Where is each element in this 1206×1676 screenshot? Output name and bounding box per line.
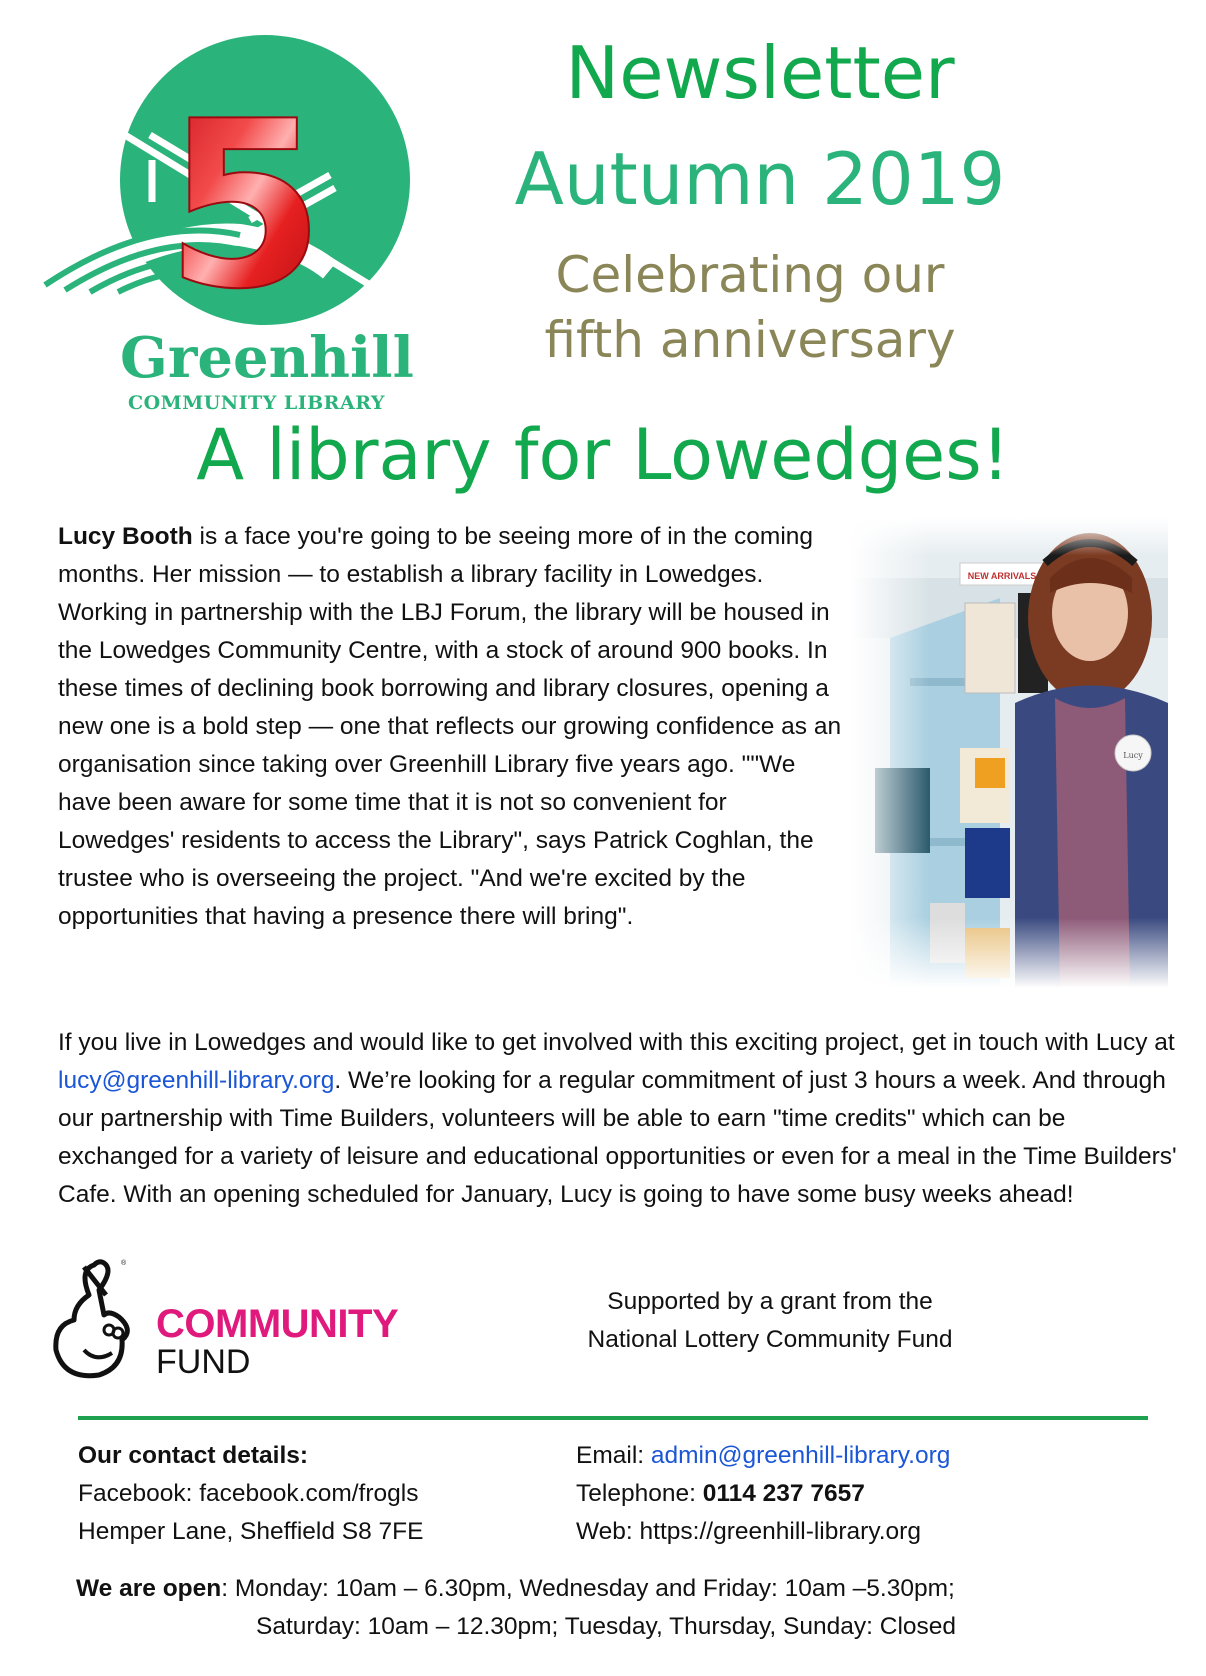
logo-name: Greenhill xyxy=(120,325,414,391)
grant-support-text: Supported by a grant from the National Lottery Community Fund xyxy=(587,1288,953,1353)
opening-hours xyxy=(76,1570,1186,1646)
web-line: Web: https://greenhill-library.org xyxy=(576,1518,921,1545)
telephone-line: Telephone: 0114 237 7657 xyxy=(576,1480,865,1507)
svg-text:5: 5 xyxy=(164,73,326,330)
community-fund-word-fund: FUND xyxy=(156,1343,251,1381)
address-line: Hemper Lane, Sheffield S8 7FE xyxy=(78,1518,424,1545)
email-line: Email: admin@greenhill-library.org xyxy=(576,1442,951,1469)
opening-hours-line-1: : Monday: 10am – 6.30pm, Wednesday and Friday: 10am –5.30pm; xyxy=(221,1575,955,1602)
website-link[interactable]: https://greenhill-library.org xyxy=(639,1518,921,1545)
admin-email-link[interactable]: admin@greenhill-library.org xyxy=(650,1442,951,1469)
opening-hours-line-2: Saturday: 10am – 12.30pm; Tuesday, Thursday, Sunday: Closed xyxy=(256,1613,957,1640)
contact-details-left xyxy=(78,1437,558,1551)
svg-text:®: ® xyxy=(121,1260,127,1267)
facebook-line: Facebook: facebook.com/frogls xyxy=(78,1480,419,1507)
newsletter-season: Autumn 2019 xyxy=(514,137,1006,221)
greenhill-logo xyxy=(40,30,430,414)
tagline-line-1: Celebrating our xyxy=(555,246,945,304)
article-headline: A library for Lowedges! xyxy=(196,414,1010,496)
community-fund-word-community: COMMUNITY xyxy=(156,1302,399,1346)
tagline-line-2: fifth anniversary xyxy=(544,311,956,369)
contact-details-right xyxy=(576,1437,1136,1551)
article-paragraph-2: If you live in Lowedges and would like to get involved with this exciting project, get in touch with Lucy at lucy@greenhill-library.org. We’re looking for a regular commitment of just 3 hours a week. And through our partnership with Time Builders, volunteers will be able to earn "time credits" which can be exchanged for a variety of leisure and educational opportunities or even for a meal in the Time Builders' Cafe. With an opening scheduled for January, Lucy is going to have some busy weeks ahead! xyxy=(58,1029,1177,1208)
section-divider xyxy=(78,1416,1148,1420)
facebook-link[interactable]: facebook.com/frogls xyxy=(199,1480,419,1507)
community-fund-logo xyxy=(44,1255,424,1385)
article-paragraph-1 xyxy=(58,518,843,936)
opening-hours-label: We are open xyxy=(76,1575,222,1602)
lucy-email-link[interactable]: lucy@greenhill-library.org xyxy=(58,1067,335,1094)
article-paragraph-1-text: is a face you're going to be seeing more of in the coming months. Her mission — to establish a library facility in Lowedges. Working in partnership with the LBJ Forum, the library will be housed in the Lowedges Community Centre, with a stock of around 900 books. In these times of declining book borrowing and library closures, opening a new one is a bold step — one that reflects our growing confidence as an organisation since taking over Greenhill Library five years ago. ""We have been aware for some time that it is not so convenient for Lowedges' residents to access the Library", says Patrick Coghlan, the trustee who is overseeing the project. "And we're excited by the opportunities that having a presence there will bring". xyxy=(58,523,842,930)
logo-emblem-icon xyxy=(40,30,430,330)
telephone-number: 0114 237 7657 xyxy=(702,1480,865,1507)
article-lead-name: Lucy Booth xyxy=(58,523,193,550)
newsletter-title: Newsletter xyxy=(565,31,955,115)
crossed-fingers-icon xyxy=(44,1255,154,1385)
lucy-booth-photo xyxy=(850,518,1168,988)
logo-subtitle: COMMUNITY LIBRARY xyxy=(128,392,385,414)
contact-heading: Our contact details: xyxy=(78,1442,309,1469)
